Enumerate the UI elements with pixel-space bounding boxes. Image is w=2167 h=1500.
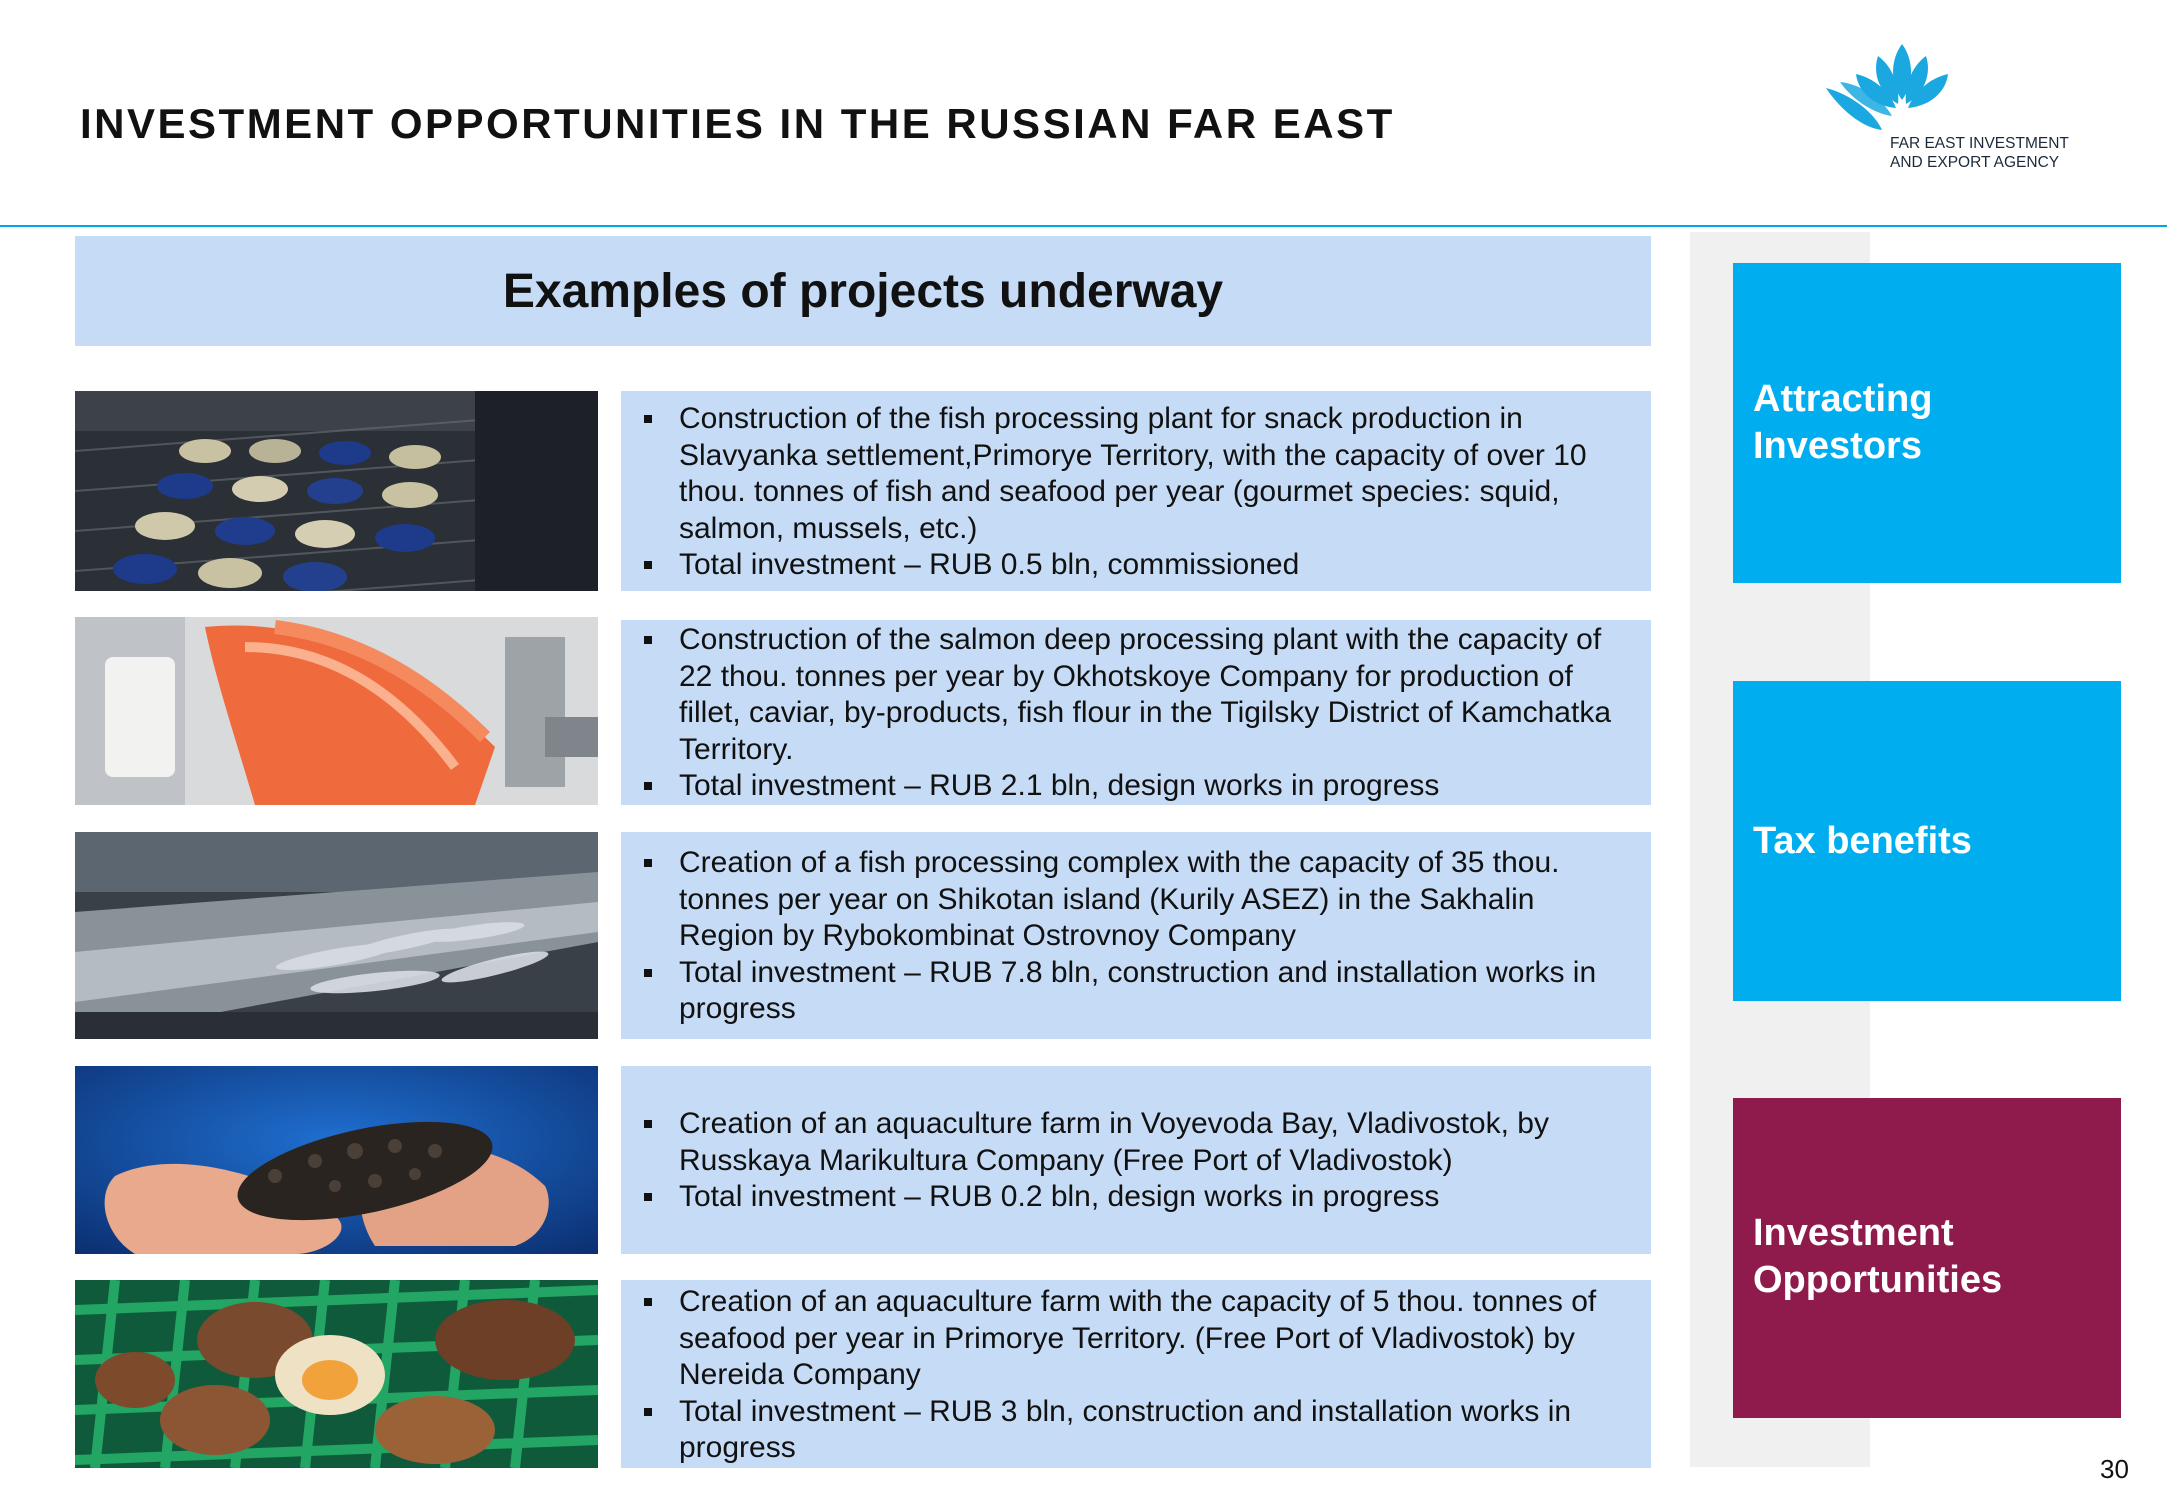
agency-logo	[1812, 38, 2072, 178]
project-3-bullet-1: Creation of a fish processing complex with the capacity of 35 thou. tonnes per year on Shikotan island (Kurily ASEZ) in the Sakhalin Region by Rybokombinat Ostrovnoy Company	[641, 845, 1633, 955]
project-2-bullet-2: Total investment – RUB 2.1 bln, design works in progress	[641, 768, 1633, 805]
project-2-bullet-1: Construction of the salmon deep processing plant with the capacity of 22 thou. tonnes per year by Okhotskoye Company for production of fillet, caviar, by-products, fish flour in the Tigilsky District of Kamchatka Territory.	[641, 622, 1633, 768]
agency-name-line-2: AND EXPORT AGENCY	[1890, 154, 2060, 171]
project-3-bullet-2: Total investment – RUB 7.8 bln, construction and installation works in progress	[641, 955, 1633, 1028]
page-title: INVESTMENT OPPORTUNITIES IN THE RUSSIAN FAR EAST	[80, 100, 1395, 147]
sidebar-item-investment-opportunities[interactable]	[1733, 1098, 2121, 1418]
project-1-bullet-1: Construction of the fish processing plant for snack production in Slavyanka settlement,Primorye Territory, with the capacity of over 10 thou. tonnes of fish and seafood per year (gourmet species: squid, salmon, mussels, etc.)	[641, 401, 1633, 547]
project-5-bullet-2: Total investment – RUB 3 bln, construction and installation works in progress	[641, 1394, 1633, 1467]
project-4-bullet-2: Total investment – RUB 0.2 bln, design works in progress	[641, 1179, 1633, 1216]
agency-name-line-1: FAR EAST INVESTMENT	[1890, 135, 2069, 152]
project-4-bullet-1: Creation of an aquaculture farm in Voyevoda Bay, Vladivostok, by Russkaya Marikultura Company (Free Port of Vladivostok)	[641, 1106, 1633, 1179]
fish-sorting-line-photo	[75, 832, 598, 1039]
project-description-2	[621, 620, 1651, 805]
project-1-bullet-2: Total investment – RUB 0.5 bln, commissioned	[641, 547, 1633, 584]
salmon-fillet-processing-photo	[75, 617, 598, 805]
section-title: Examples of projects underway	[502, 265, 1224, 318]
lotus-flower-icon	[1820, 38, 1990, 133]
page-number: 30	[2100, 1454, 2129, 1484]
project-description-5	[621, 1280, 1651, 1468]
project-description-1	[621, 391, 1651, 591]
project-5-bullet-1: Creation of an aquaculture farm with the capacity of 5 thou. tonnes of seafood per year in Primorye Territory. (Free Port of Vladivostok) by Nereida Company	[641, 1284, 1633, 1394]
project-description-3	[621, 832, 1651, 1039]
sidebar-item-attracting-investors[interactable]	[1733, 263, 2121, 583]
sidebar-item-label: Attracting Investors	[1753, 378, 1933, 467]
section-banner	[75, 236, 1651, 346]
agency-name	[1890, 134, 2069, 172]
sidebar-item-label: Investment Opportunities	[1753, 1212, 2003, 1301]
header-divider	[0, 225, 2167, 227]
canned-fish-conveyor-photo	[75, 391, 598, 591]
project-description-4	[621, 1066, 1651, 1254]
sea-cucumber-in-hands-photo	[75, 1066, 598, 1254]
sidebar-item-tax-benefits[interactable]	[1733, 681, 2121, 1001]
scallops-on-crate-photo	[75, 1280, 598, 1468]
sidebar-item-label: Tax benefits	[1753, 820, 1972, 862]
